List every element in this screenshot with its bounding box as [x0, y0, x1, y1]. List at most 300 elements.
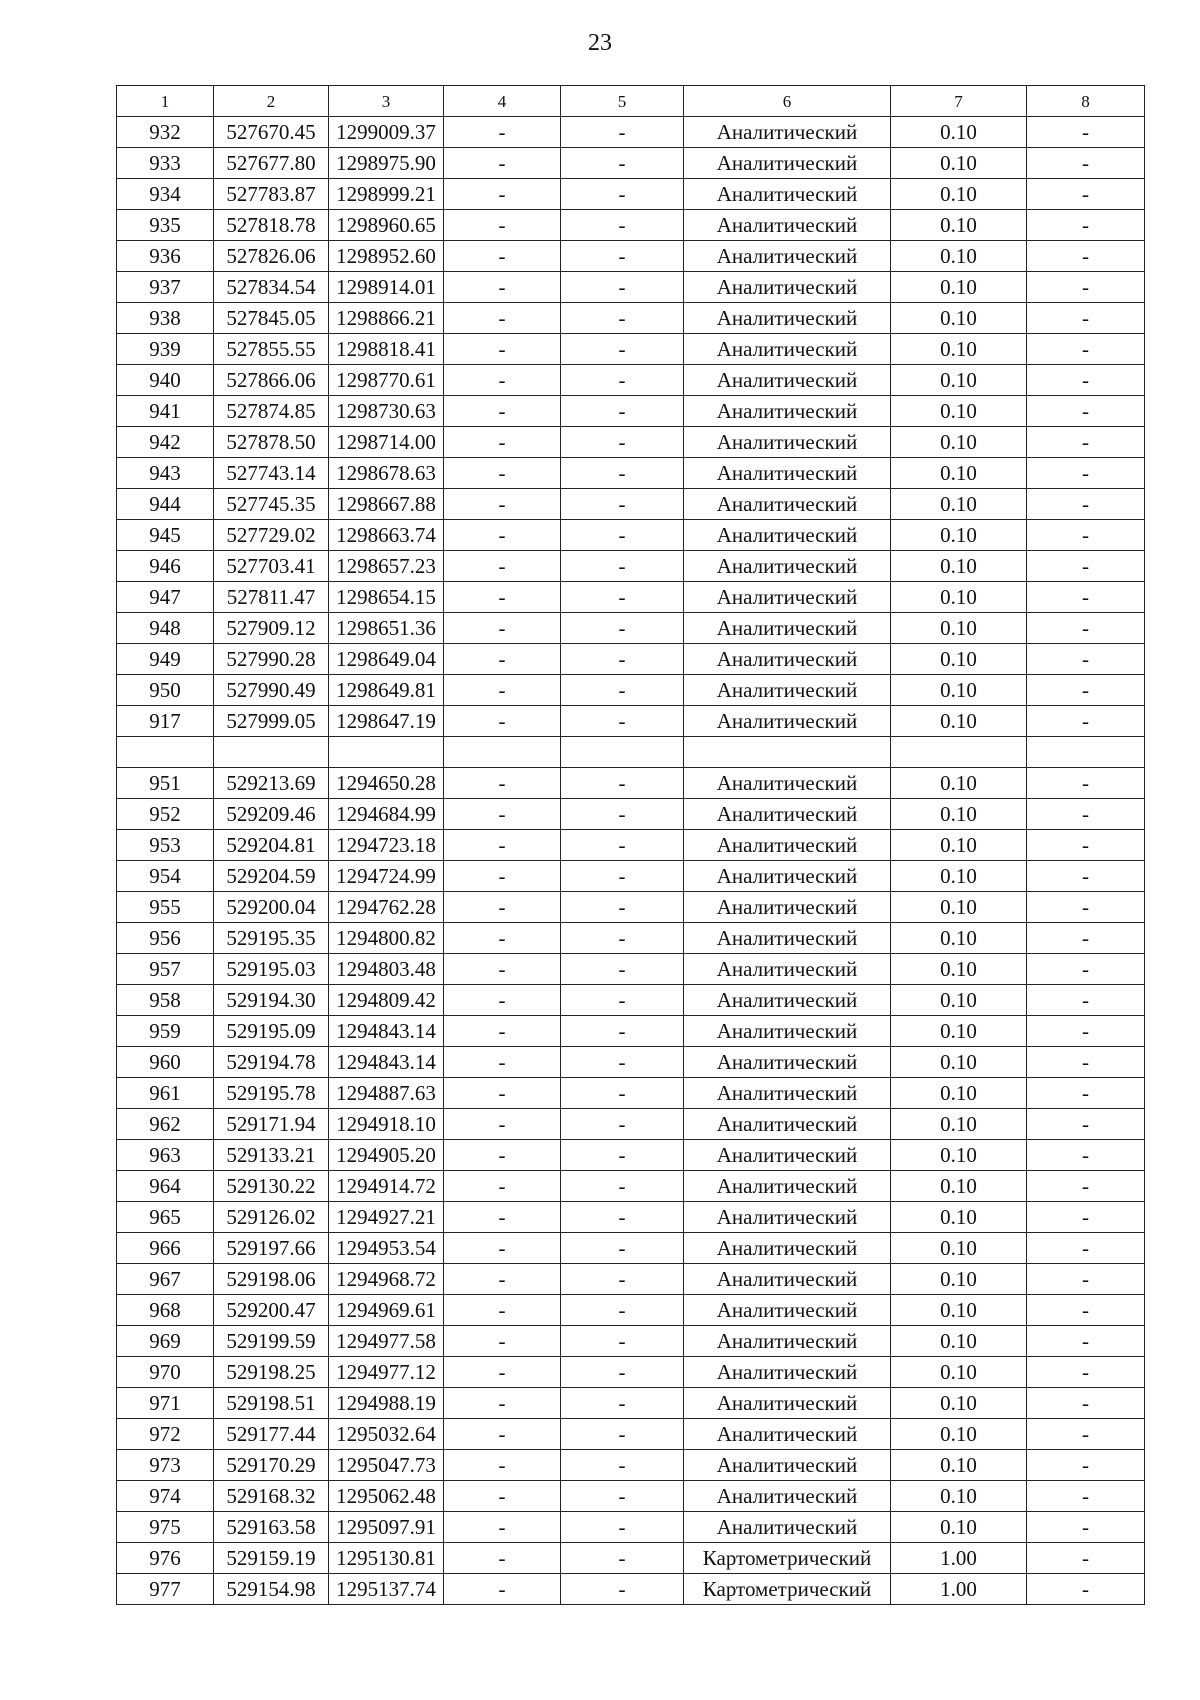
table-cell: 0.10 — [891, 613, 1027, 644]
table-cell: 972 — [117, 1419, 214, 1450]
table-row — [117, 1047, 1145, 1078]
table-row — [117, 830, 1145, 861]
table-cell: 964 — [117, 1171, 214, 1202]
table-cell: 971 — [117, 1388, 214, 1419]
table-cell: 969 — [117, 1326, 214, 1357]
table-cell: - — [1027, 303, 1145, 334]
table-cell: 1294650.28 — [329, 768, 444, 799]
column-header: 1 — [117, 86, 214, 117]
table-cell: - — [1027, 799, 1145, 830]
table-cell: 1295032.64 — [329, 1419, 444, 1450]
table-cell: 1294969.61 — [329, 1295, 444, 1326]
table-cell: 953 — [117, 830, 214, 861]
table-cell: 527783.87 — [214, 179, 329, 210]
table-cell: - — [561, 861, 684, 892]
table-cell: Аналитический — [684, 1419, 891, 1450]
table-cell: - — [561, 1016, 684, 1047]
table-row — [117, 1016, 1145, 1047]
table-cell: Аналитический — [684, 613, 891, 644]
table-cell: 958 — [117, 985, 214, 1016]
table-cell: 1294684.99 — [329, 799, 444, 830]
table-cell: - — [561, 954, 684, 985]
table-cell: - — [1027, 1233, 1145, 1264]
table-cell: - — [1027, 582, 1145, 613]
table-cell: - — [444, 644, 561, 675]
table-row — [117, 675, 1145, 706]
table-row — [117, 1109, 1145, 1140]
table-row — [117, 985, 1145, 1016]
table-row — [117, 210, 1145, 241]
table-cell: Аналитический — [684, 985, 891, 1016]
table-cell: 0.10 — [891, 179, 1027, 210]
table-cell: - — [561, 427, 684, 458]
table-cell: 529199.59 — [214, 1326, 329, 1357]
table-cell: - — [1027, 551, 1145, 582]
table-cell: - — [561, 117, 684, 148]
table-cell: - — [1027, 1574, 1145, 1605]
table-cell: 527743.14 — [214, 458, 329, 489]
table-cell: - — [561, 768, 684, 799]
table-cell — [329, 737, 444, 768]
table-cell: 1299009.37 — [329, 117, 444, 148]
table-cell: - — [1027, 458, 1145, 489]
table-cell: 0.10 — [891, 458, 1027, 489]
table-cell: 1.00 — [891, 1543, 1027, 1574]
table-row — [117, 272, 1145, 303]
table-row — [117, 458, 1145, 489]
table-cell: Аналитический — [684, 303, 891, 334]
table-cell: 527729.02 — [214, 520, 329, 551]
table-cell: 956 — [117, 923, 214, 954]
table-cell: - — [444, 1512, 561, 1543]
table-cell: - — [561, 303, 684, 334]
table-cell: Аналитический — [684, 582, 891, 613]
table-cell: - — [1027, 1419, 1145, 1450]
table-row — [117, 706, 1145, 737]
table-cell: 527866.06 — [214, 365, 329, 396]
table-cell: 950 — [117, 675, 214, 706]
table-cell: - — [1027, 675, 1145, 706]
table-cell: - — [1027, 1481, 1145, 1512]
table-cell: Аналитический — [684, 954, 891, 985]
table-cell: - — [561, 148, 684, 179]
table-cell: - — [444, 582, 561, 613]
table-cell: 0.10 — [891, 1264, 1027, 1295]
table-cell: - — [561, 551, 684, 582]
table-cell: 1298866.21 — [329, 303, 444, 334]
table-cell: 0.10 — [891, 1326, 1027, 1357]
table-cell: 1294803.48 — [329, 954, 444, 985]
table-cell: 962 — [117, 1109, 214, 1140]
table-cell: - — [1027, 1357, 1145, 1388]
table-cell — [444, 737, 561, 768]
table-cell: 529154.98 — [214, 1574, 329, 1605]
table-cell: 527909.12 — [214, 613, 329, 644]
table-cell: 955 — [117, 892, 214, 923]
table-cell: 527874.85 — [214, 396, 329, 427]
table-cell: 974 — [117, 1481, 214, 1512]
table-body — [117, 117, 1145, 1605]
table-row — [117, 427, 1145, 458]
table-cell: - — [444, 1419, 561, 1450]
table-cell: 1295047.73 — [329, 1450, 444, 1481]
table-cell: - — [1027, 1543, 1145, 1574]
table-cell: - — [1027, 1512, 1145, 1543]
table-cell: 529171.94 — [214, 1109, 329, 1140]
page-number: 23 — [588, 30, 612, 56]
table-cell: Аналитический — [684, 1326, 891, 1357]
table-cell: - — [444, 1357, 561, 1388]
table-cell: - — [561, 489, 684, 520]
table-cell: - — [1027, 1295, 1145, 1326]
table-cell: - — [444, 272, 561, 303]
table-row — [117, 1357, 1145, 1388]
table-cell: 1295130.81 — [329, 1543, 444, 1574]
table-cell: 938 — [117, 303, 214, 334]
table-cell: - — [561, 644, 684, 675]
table-cell: - — [561, 675, 684, 706]
table-cell: - — [444, 365, 561, 396]
table-cell: Аналитический — [684, 1140, 891, 1171]
table-cell: - — [1027, 396, 1145, 427]
table-cell: Аналитический — [684, 489, 891, 520]
table-cell: 0.10 — [891, 272, 1027, 303]
table-row — [117, 892, 1145, 923]
table-cell: - — [561, 334, 684, 365]
table-cell: Аналитический — [684, 458, 891, 489]
table-cell: - — [444, 1450, 561, 1481]
table-cell: 1298975.90 — [329, 148, 444, 179]
table-cell: - — [561, 892, 684, 923]
table-cell: - — [561, 1202, 684, 1233]
table-cell: - — [1027, 1078, 1145, 1109]
table-cell: 0.10 — [891, 799, 1027, 830]
table-cell: 939 — [117, 334, 214, 365]
table-cell: 963 — [117, 1140, 214, 1171]
table-cell: Аналитический — [684, 1264, 891, 1295]
table-cell: - — [561, 179, 684, 210]
table-row — [117, 1512, 1145, 1543]
table-cell: - — [561, 1047, 684, 1078]
table-cell: - — [444, 396, 561, 427]
table-cell — [117, 737, 214, 768]
table-cell: - — [561, 1388, 684, 1419]
table-cell: - — [561, 210, 684, 241]
table-cell: - — [1027, 272, 1145, 303]
table-cell: - — [1027, 148, 1145, 179]
table-cell: - — [561, 241, 684, 272]
table-cell: - — [1027, 427, 1145, 458]
table-cell: - — [444, 1295, 561, 1326]
table-cell: 529198.51 — [214, 1388, 329, 1419]
table-cell: Аналитический — [684, 148, 891, 179]
table-cell: 1294914.72 — [329, 1171, 444, 1202]
table-cell: 1294968.72 — [329, 1264, 444, 1295]
table-row — [117, 551, 1145, 582]
table-cell: - — [1027, 985, 1145, 1016]
table-cell: Аналитический — [684, 117, 891, 148]
table-cell: 527677.80 — [214, 148, 329, 179]
table-cell: 973 — [117, 1450, 214, 1481]
table-cell: 0.10 — [891, 1419, 1027, 1450]
table-row — [117, 148, 1145, 179]
table-cell: 933 — [117, 148, 214, 179]
table-cell: 0.10 — [891, 210, 1027, 241]
table-cell: 0.10 — [891, 923, 1027, 954]
table-cell: 527990.49 — [214, 675, 329, 706]
table-cell: - — [444, 1047, 561, 1078]
table-cell: - — [1027, 241, 1145, 272]
table-cell: - — [1027, 1326, 1145, 1357]
table-cell: Аналитический — [684, 1233, 891, 1264]
table-cell: 1294843.14 — [329, 1016, 444, 1047]
column-header: 5 — [561, 86, 684, 117]
table-cell: 1294988.19 — [329, 1388, 444, 1419]
table-cell: - — [1027, 365, 1145, 396]
table-cell: 976 — [117, 1543, 214, 1574]
table-cell: - — [444, 334, 561, 365]
table-cell: - — [444, 179, 561, 210]
table-cell: Аналитический — [684, 768, 891, 799]
table-cell: 529163.58 — [214, 1512, 329, 1543]
table-cell: - — [444, 1078, 561, 1109]
table-cell: - — [1027, 830, 1145, 861]
table-row — [117, 644, 1145, 675]
table-cell: - — [444, 489, 561, 520]
table-cell: - — [444, 830, 561, 861]
table-cell: - — [1027, 923, 1145, 954]
table-cell: 0.10 — [891, 1047, 1027, 1078]
column-header: 2 — [214, 86, 329, 117]
table-cell: - — [444, 1326, 561, 1357]
table-row — [117, 1450, 1145, 1481]
table-cell: Аналитический — [684, 1171, 891, 1202]
table-cell: - — [1027, 1202, 1145, 1233]
table-cell: - — [444, 1233, 561, 1264]
table-row — [117, 1419, 1145, 1450]
table-cell: - — [1027, 1109, 1145, 1140]
table-cell: 527878.50 — [214, 427, 329, 458]
table-row — [117, 1543, 1145, 1574]
table-cell: - — [561, 1326, 684, 1357]
table-cell: 961 — [117, 1078, 214, 1109]
table-cell: 935 — [117, 210, 214, 241]
table-cell: - — [444, 427, 561, 458]
table-cell: 529195.78 — [214, 1078, 329, 1109]
table-cell: 529204.59 — [214, 861, 329, 892]
table-cell: 0.10 — [891, 1450, 1027, 1481]
table-cell: 0.10 — [891, 365, 1027, 396]
table-cell: 1298714.00 — [329, 427, 444, 458]
table-cell: 1298952.60 — [329, 241, 444, 272]
table-cell: 1294977.58 — [329, 1326, 444, 1357]
table-cell: 0.10 — [891, 985, 1027, 1016]
table-cell: 0.10 — [891, 551, 1027, 582]
table-cell: 0.10 — [891, 1109, 1027, 1140]
table-cell: - — [561, 1419, 684, 1450]
table-row — [117, 1295, 1145, 1326]
table-row — [117, 117, 1145, 148]
table-cell: - — [1027, 613, 1145, 644]
table-cell: - — [561, 1574, 684, 1605]
table-cell: - — [444, 1264, 561, 1295]
table-cell: 1298999.21 — [329, 179, 444, 210]
table-row — [117, 768, 1145, 799]
table-cell: 0.10 — [891, 861, 1027, 892]
table-row — [117, 1326, 1145, 1357]
table-row — [117, 1264, 1145, 1295]
table-cell: 0.10 — [891, 148, 1027, 179]
table-cell: 529195.09 — [214, 1016, 329, 1047]
table-cell: 529204.81 — [214, 830, 329, 861]
table-cell: - — [561, 1078, 684, 1109]
table-cell: 975 — [117, 1512, 214, 1543]
table-cell: - — [444, 799, 561, 830]
table-cell: Аналитический — [684, 210, 891, 241]
table-cell: - — [1027, 117, 1145, 148]
table-cell: Аналитический — [684, 1388, 891, 1419]
table-cell: 527834.54 — [214, 272, 329, 303]
table-row — [117, 737, 1145, 768]
table-cell: - — [1027, 861, 1145, 892]
table-cell: 0.10 — [891, 1233, 1027, 1264]
table-cell: - — [444, 1202, 561, 1233]
table-cell: 527999.05 — [214, 706, 329, 737]
table-cell: 941 — [117, 396, 214, 427]
table-cell: 1298667.88 — [329, 489, 444, 520]
table-cell: Картометрический — [684, 1543, 891, 1574]
table-row — [117, 489, 1145, 520]
table-cell: 527990.28 — [214, 644, 329, 675]
table-row — [117, 334, 1145, 365]
table-cell: 1294723.18 — [329, 830, 444, 861]
table-cell: - — [1027, 1264, 1145, 1295]
table-row — [117, 923, 1145, 954]
table-cell: 1298770.61 — [329, 365, 444, 396]
table-cell: - — [444, 675, 561, 706]
table-cell: - — [1027, 334, 1145, 365]
table-cell: 529195.35 — [214, 923, 329, 954]
table-cell: - — [1027, 489, 1145, 520]
table-cell: 0.10 — [891, 1140, 1027, 1171]
table-cell: 1298818.41 — [329, 334, 444, 365]
table-cell: 1294887.63 — [329, 1078, 444, 1109]
table-cell: 942 — [117, 427, 214, 458]
table-cell: 1294762.28 — [329, 892, 444, 923]
table-cell: 1298730.63 — [329, 396, 444, 427]
table-cell: 934 — [117, 179, 214, 210]
table-cell: Аналитический — [684, 1295, 891, 1326]
table-cell: Аналитический — [684, 1450, 891, 1481]
table-cell: 527670.45 — [214, 117, 329, 148]
table-cell — [891, 737, 1027, 768]
table-header-row — [117, 86, 1145, 117]
table-cell: Аналитический — [684, 396, 891, 427]
table-cell: - — [444, 241, 561, 272]
table-cell: - — [561, 1140, 684, 1171]
table-cell: 936 — [117, 241, 214, 272]
table-cell: 529168.32 — [214, 1481, 329, 1512]
table-cell: - — [444, 303, 561, 334]
table-cell: - — [444, 1574, 561, 1605]
table-cell: - — [444, 1171, 561, 1202]
table-cell: - — [1027, 706, 1145, 737]
table-row — [117, 1481, 1145, 1512]
table-cell: - — [444, 985, 561, 1016]
table-cell: 1.00 — [891, 1574, 1027, 1605]
table-cell: - — [561, 985, 684, 1016]
table-row — [117, 1171, 1145, 1202]
table-cell: 954 — [117, 861, 214, 892]
table-cell — [561, 737, 684, 768]
table-row — [117, 1388, 1145, 1419]
table-cell: 527845.05 — [214, 303, 329, 334]
table-cell: - — [444, 1109, 561, 1140]
table-cell: 529194.30 — [214, 985, 329, 1016]
table-row — [117, 1202, 1145, 1233]
table-cell: 529200.47 — [214, 1295, 329, 1326]
table-cell: 529198.06 — [214, 1264, 329, 1295]
table-cell: 0.10 — [891, 117, 1027, 148]
table-cell: 0.10 — [891, 427, 1027, 458]
table-cell: - — [561, 458, 684, 489]
table-cell: 0.10 — [891, 1078, 1027, 1109]
table-cell: 917 — [117, 706, 214, 737]
table-row — [117, 582, 1145, 613]
table-row — [117, 241, 1145, 272]
table-cell: 0.10 — [891, 582, 1027, 613]
table-cell: 529159.19 — [214, 1543, 329, 1574]
table-cell — [1027, 737, 1145, 768]
table-cell: 0.10 — [891, 1512, 1027, 1543]
table-cell: 1298657.23 — [329, 551, 444, 582]
table-cell: - — [444, 520, 561, 551]
table-cell: Аналитический — [684, 272, 891, 303]
table-cell: Аналитический — [684, 1512, 891, 1543]
table-cell: 1294927.21 — [329, 1202, 444, 1233]
table-cell: - — [444, 117, 561, 148]
table-cell: 960 — [117, 1047, 214, 1078]
table-cell: Аналитический — [684, 551, 891, 582]
table-cell: Аналитический — [684, 892, 891, 923]
table-cell: 0.10 — [891, 1357, 1027, 1388]
table-cell: 1298663.74 — [329, 520, 444, 551]
table-cell: - — [561, 1109, 684, 1140]
table-cell: - — [561, 1357, 684, 1388]
table-cell: 1294977.12 — [329, 1357, 444, 1388]
table-cell: - — [561, 1233, 684, 1264]
table-cell: - — [444, 892, 561, 923]
table-cell: - — [444, 1481, 561, 1512]
table-cell: - — [561, 1450, 684, 1481]
table-cell: - — [1027, 1016, 1145, 1047]
table-cell: - — [444, 551, 561, 582]
table-cell: Картометрический — [684, 1574, 891, 1605]
table-cell: 977 — [117, 1574, 214, 1605]
table-cell: 967 — [117, 1264, 214, 1295]
table-cell: 1298654.15 — [329, 582, 444, 613]
table-cell: 957 — [117, 954, 214, 985]
table-cell: - — [1027, 179, 1145, 210]
table-cell: 0.10 — [891, 489, 1027, 520]
table-cell: 0.10 — [891, 241, 1027, 272]
table-cell: - — [1027, 520, 1145, 551]
table-cell: Аналитический — [684, 706, 891, 737]
table-cell: Аналитический — [684, 334, 891, 365]
table-cell: - — [444, 458, 561, 489]
table-cell: - — [1027, 1140, 1145, 1171]
table-row — [117, 396, 1145, 427]
